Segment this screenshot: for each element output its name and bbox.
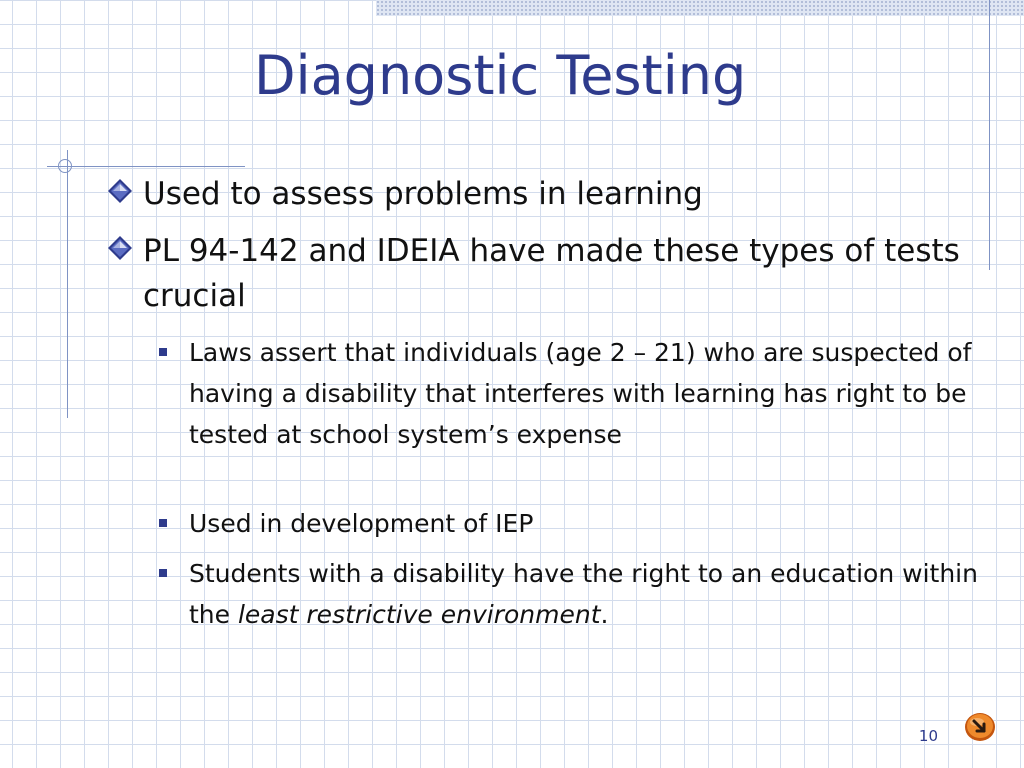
sub-bullet-text: Students with a disability have the right to an education within the xyxy=(189,559,978,629)
sub-bullet-item xyxy=(189,553,979,635)
arrow-next-icon[interactable] xyxy=(965,713,995,741)
decor-vertical-line-left xyxy=(67,150,68,418)
bullet-item xyxy=(143,172,993,217)
decor-horizontal-line xyxy=(47,166,245,167)
square-bullet-icon xyxy=(159,348,167,356)
bullet-item xyxy=(143,229,993,319)
sub-bullet-item xyxy=(189,332,979,455)
decor-ring xyxy=(58,159,72,173)
emphasis-text: least restrictive environment xyxy=(237,600,601,629)
sub-bullet-text: Used in development of IEP xyxy=(189,509,534,538)
header-band xyxy=(376,0,1024,16)
sub-bullet-item xyxy=(189,503,979,544)
next-slide-button[interactable] xyxy=(964,712,996,742)
sub-bullet-text: Laws assert that individuals (age 2 – 21) who are suspected of having a disability that interferes with learning has right to be tested at school system’s expense xyxy=(189,338,972,449)
slide-title: Diagnostic Testing xyxy=(254,44,747,107)
sub-bullet-text-end: . xyxy=(600,600,609,629)
square-bullet-icon xyxy=(159,519,167,527)
bullet-text: Used to assess problems in learning xyxy=(143,176,703,212)
diamond-bullet-icon xyxy=(107,178,133,204)
page-number: 10 xyxy=(918,727,938,745)
square-bullet-icon xyxy=(159,569,167,577)
bullet-text: PL 94-142 and IDEIA have made these types of tests crucial xyxy=(143,233,960,314)
diamond-bullet-icon xyxy=(107,235,133,261)
